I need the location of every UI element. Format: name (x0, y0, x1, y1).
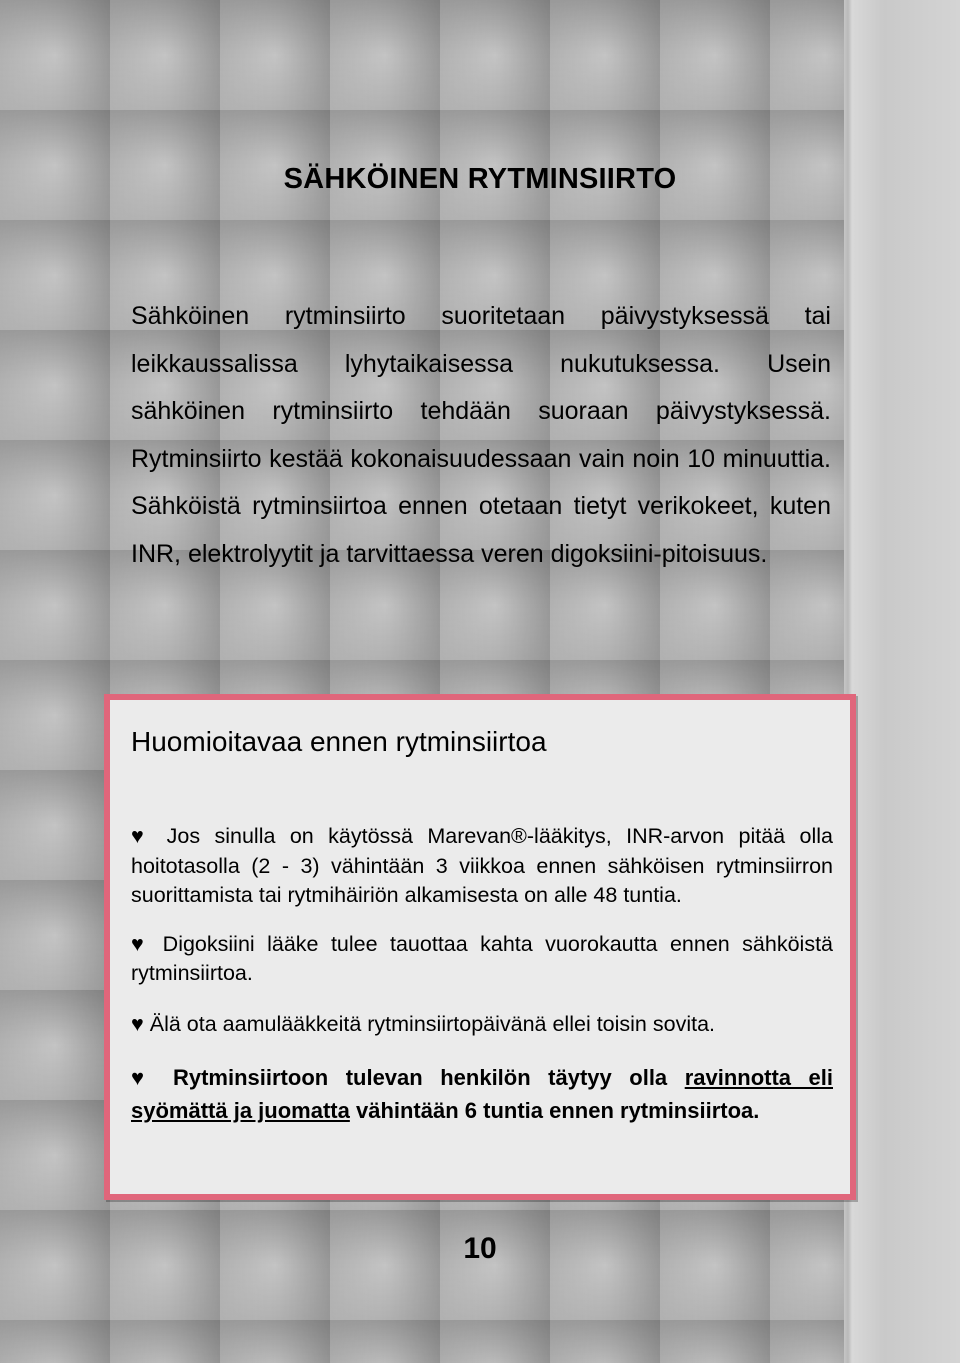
notice-box (104, 694, 856, 1200)
notice-list (131, 822, 833, 1127)
notice-item-text: Digoksiini lääke tulee tauottaa kahta vuorokautta ennen sähköistä rytminsiirtoa. (131, 931, 833, 985)
notice-item (131, 822, 833, 911)
fasting-text-before: Rytminsiirtoon tulevan henkilön täytyy olla (172, 1065, 668, 1090)
fasting-text-after: vähintään 6 tuntia ennen rytminsiirtoa. (355, 1098, 760, 1123)
notice-item-text: Jos sinulla on käytössä Marevan®-lääkitys, INR-arvon pitää olla hoitotasolla (2 - 3) vähintään 3 viikkoa ennen sähköisen rytminsiirron suorittamista tai rytmihäiriön alkamisesta on alle 48 tuntia. (131, 824, 833, 907)
heart-bullet-icon: ♥ (131, 931, 151, 956)
heart-bullet-icon: ♥ (131, 1011, 144, 1036)
heart-bullet-icon: ♥ (131, 1065, 156, 1090)
page-number: 10 (463, 1232, 497, 1265)
heart-bullet-icon: ♥ (131, 824, 153, 848)
notice-heading: Huomioitavaa ennen rytminsiirtoa (131, 726, 547, 757)
notice-item (131, 930, 833, 989)
notice-item (131, 1010, 833, 1040)
page-title: SÄHKÖINEN RYTMINSIIRTO (283, 163, 677, 195)
notice-item-text: Älä ota aamulääkkeitä rytminsiirtopäivänä ellei toisin sovita. (149, 1011, 715, 1036)
intro-paragraph: Sähköinen rytminsiirto suoritetaan päivystyksessä tai leikkaussalissa lyhytaikaisessa nukutuksessa. Usein sähköinen rytminsiirto tehdään suoraan päivystyksessä. Rytminsiirto kestää kokonaisuudessaan vain noin 10 minuuttia. Sähköistä rytminsiirtoa ennen otetaan tietyt verikokeet, kuten INR, elektrolyytit ja tarvittaessa veren digoksiini-pitoisuus. (131, 302, 831, 568)
fasting-text-underlined: ravinnotta eli syömättä ja juomatta (131, 1065, 833, 1123)
notice-item-fasting (131, 1061, 833, 1127)
